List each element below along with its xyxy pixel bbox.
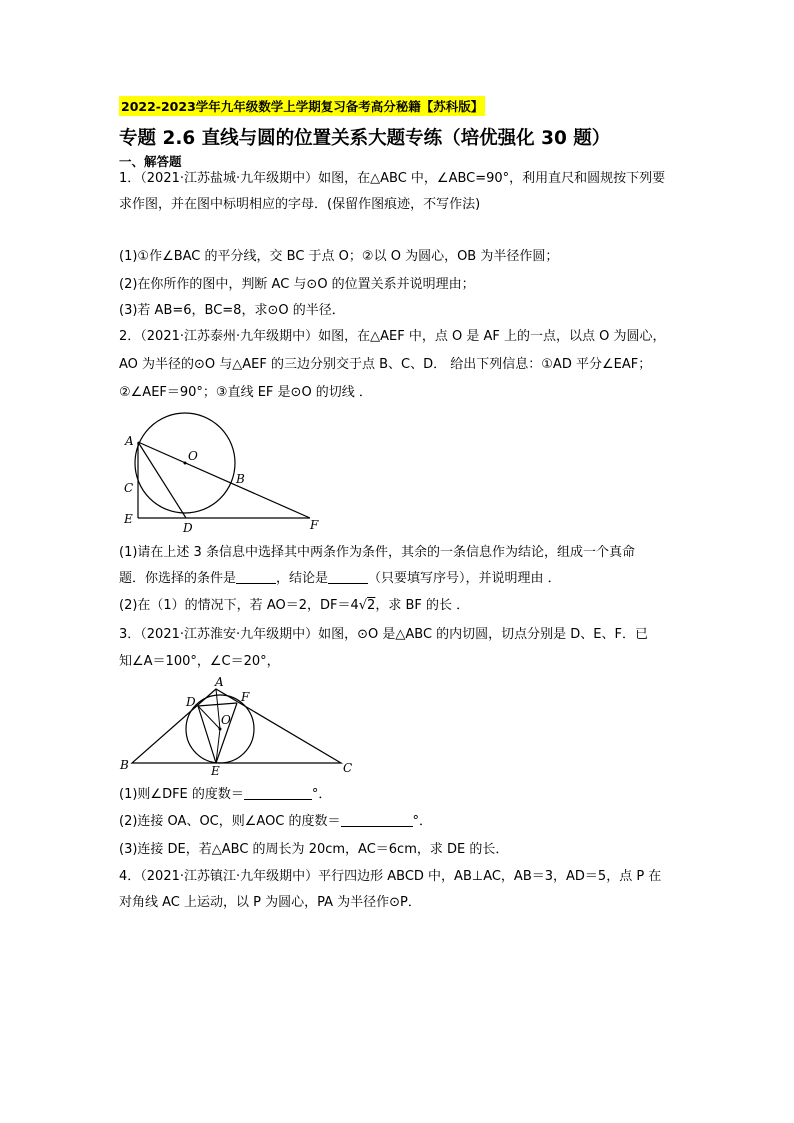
q3-center-dot xyxy=(219,728,222,731)
q1-part2: (2)在你所作的图中，判断 AC 与⊙O 的位置关系并说明理由； xyxy=(119,277,475,292)
q2-label-b: B xyxy=(236,472,245,486)
q2-stem-line3: ②∠AEF＝90°；③直线 EF 是⊙O 的切线 ． xyxy=(119,385,372,400)
section-heading: 一、解答题 xyxy=(119,154,182,169)
q3-part2-text-b: °． xyxy=(412,814,433,829)
q2-stem-line2: AO 为半径的⊙O 与△AEF 的三边分别交于点 B、C、D． 给出下列信息：①AD 平分∠EAF； xyxy=(119,357,652,372)
q2-label-f: F xyxy=(310,518,319,532)
q1-part1: (1)①作∠BAC 的平分线，交 BC 于点 O；②以 O 为圆心，OB 为半径作圆； xyxy=(119,249,559,264)
q3-label-c: C xyxy=(343,761,353,775)
q2-figure xyxy=(118,412,338,537)
q2-label-c: C xyxy=(124,481,134,495)
q4-stem-line1: 4．（2021·江苏镇江·九年级期中）平行四边形 ABCD 中，AB⊥AC，AB＝3，AD＝5，点 P 在 xyxy=(119,869,662,884)
q2-part2-text-b: ，求 BF 的长 ． xyxy=(375,598,470,613)
sqrt-symbol: √ xyxy=(358,598,368,613)
q1-stem-line1: 1．（2021·江苏盐城·九年级期中）如图，在△ABC 中，∠ABC=90°，利用直尺和圆规按下列要 xyxy=(119,171,666,186)
q2-sqrt-radicand: 2 xyxy=(367,598,376,613)
q2-segment-af xyxy=(138,442,310,518)
q2-label-d: D xyxy=(183,521,193,535)
series-banner: 2022-2023学年九年级数学上学期复习备考高分秘籍【苏科版】 xyxy=(119,96,485,116)
q3-label-e: E xyxy=(211,764,220,778)
q2-label-e: E xyxy=(124,512,133,526)
q3-part3: (3)连接 DE，若△ABC 的周长为 20cm，AC＝6cm，求 DE 的长． xyxy=(119,842,509,857)
q3-part1-text-b: °． xyxy=(311,787,332,802)
q2-part2-text-a: (2)在（1）的情况下，若 AO＝2，DF＝4 xyxy=(119,598,359,613)
q2-stem-line1: 2．（2021·江苏泰州·九年级期中）如图，在△AEF 中，点 O 是 AF 上的一点，以点 O 为圆心， xyxy=(119,329,666,344)
q1-part3: (3)若 AB=6，BC=8，求⊙O 的半径． xyxy=(119,303,345,318)
q4-stem-line2: 对角线 AC 上运动，以 P 为圆心，PA 为半径作⊙P． xyxy=(119,895,421,910)
q3-segment-de xyxy=(198,706,216,763)
q2-label-o: O xyxy=(188,449,198,463)
q3-figure xyxy=(116,674,356,779)
q3-label-f: F xyxy=(241,690,250,704)
q3-answer-blank-dfe[interactable] xyxy=(244,786,312,800)
q3-label-a: A xyxy=(215,675,224,689)
q3-part1 xyxy=(119,786,331,804)
q2-center-dot xyxy=(184,462,187,465)
q2-part1-line2 xyxy=(119,570,561,588)
page-title: 专题 2.6 直线与圆的位置关系大题专练（培优强化 30 题） xyxy=(119,128,611,149)
q2-part1-text-a: 题．你选择的条件是 xyxy=(119,571,237,586)
q1-stem-line2: 求作图，并在图中标明相应的字母．(保留作图痕迹，不写作法) xyxy=(119,197,481,212)
q2-label-a: A xyxy=(125,434,134,448)
q3-part2-text-a: (2)连接 OA、OC，则∠AOC 的度数＝ xyxy=(119,814,341,829)
q3-label-b: B xyxy=(120,758,129,772)
q2-segment-ad xyxy=(138,442,186,518)
q3-answer-blank-aoc[interactable] xyxy=(341,813,413,827)
q2-part2 xyxy=(119,597,469,615)
q3-part2 xyxy=(119,813,432,831)
q3-triangle-abc xyxy=(132,689,341,763)
q2-part1-text-c: （只要填写序号），并说明理由 ． xyxy=(368,571,561,586)
q2-part1-line1: (1)请在上述 3 条信息中选择其中两条作为条件，其余的一条信息作为结论，组成一个真命 xyxy=(119,545,635,560)
q2-part1-text-b: ，结论是 xyxy=(276,571,329,586)
q3-part1-text-a: (1)则∠DFE 的度数＝ xyxy=(119,787,244,802)
q3-stem-line1: 3．（2021·江苏淮安·九年级期中）如图，⊙O 是△ABC 的内切圆，切点分别是 D、E、F．已 xyxy=(119,627,649,642)
q3-stem-line2: 知∠A＝100°，∠C＝20°， xyxy=(119,654,280,669)
q2-answer-blank-conclusion[interactable] xyxy=(328,570,368,584)
q3-label-d: D xyxy=(186,695,196,709)
q3-label-o: O xyxy=(221,713,231,727)
q2-answer-blank-conditions[interactable] xyxy=(236,570,276,584)
